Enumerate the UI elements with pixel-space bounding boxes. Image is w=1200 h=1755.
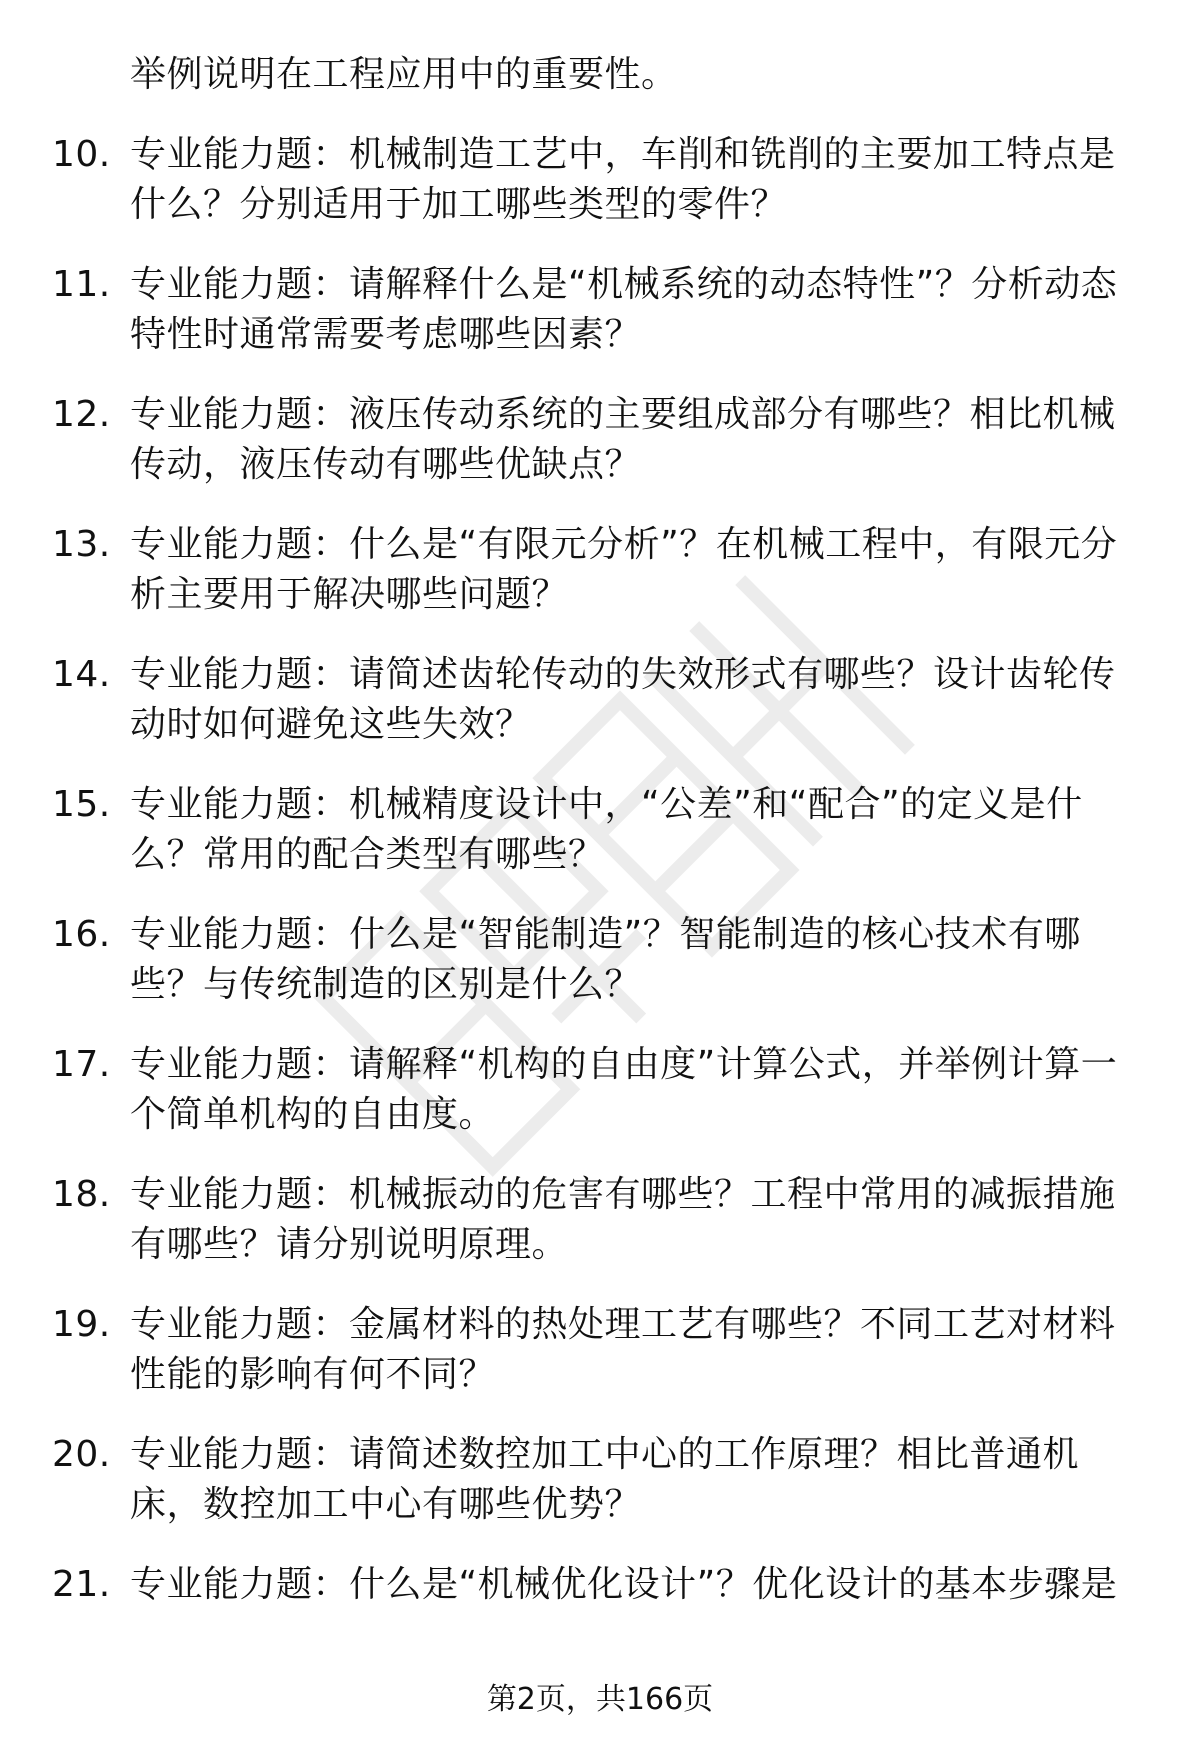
question-text: 专业能力题：什么是“有限元分析”？在机械工程中，有限元分析主要用于解决哪些问题？ (130, 524, 1118, 615)
question-item (0, 1040, 1140, 1140)
page-footer: 第2页，共166页 (486, 1682, 714, 1717)
question-text: 专业能力题：请解释“机构的自由度”计算公式，并举例计算一个简单机构的自由度。 (130, 1044, 1118, 1135)
question-text: 专业能力题：机械制造工艺中，车削和铣削的主要加工特点是什么？分别适用于加工哪些类型的零件？ (130, 134, 1116, 225)
question-item (0, 910, 1140, 1010)
question-number: 13. (52, 524, 111, 565)
question-item (0, 130, 1140, 230)
question-item (0, 260, 1140, 360)
question-text: 专业能力题：机械精度设计中，“公差”和“配合”的定义是什么？常用的配合类型有哪些？ (130, 784, 1083, 875)
question-number: 10. (52, 134, 111, 175)
question-number: 12. (52, 394, 111, 435)
question-text: 专业能力题：什么是“智能制造”？智能制造的核心技术有哪些？与传统制造的区别是什么？ (130, 914, 1081, 1005)
question-number: 18. (52, 1174, 111, 1215)
question-number: 16. (52, 914, 111, 955)
question-item (0, 1170, 1140, 1270)
question-text: 专业能力题：请解释什么是“机械系统的动态特性”？分析动态特性时通常需要考虑哪些因素？ (130, 264, 1118, 355)
question-text: 专业能力题：请简述齿轮传动的失效形式有哪些？设计齿轮传动时如何避免这些失效？ (130, 654, 1116, 745)
question-text: 专业能力题：机械振动的危害有哪些？工程中常用的减振措施有哪些？请分别说明原理。 (130, 1174, 1116, 1265)
question-item (0, 1560, 1140, 1610)
question-text: 专业能力题：什么是“机械优化设计”？优化设计的基本步骤是 (130, 1564, 1118, 1605)
continuation-text: 举例说明在工程应用中的重要性。 (130, 54, 678, 95)
question-item (0, 1430, 1140, 1530)
question-text: 专业能力题：请简述数控加工中心的工作原理？相比普通机床，数控加工中心有哪些优势？ (130, 1434, 1080, 1525)
question-item (0, 520, 1140, 620)
question-number: 17. (52, 1044, 111, 1085)
question-item (0, 1300, 1140, 1400)
question-item (0, 780, 1140, 880)
document-content (0, 50, 1200, 1610)
question-number: 20. (52, 1434, 111, 1475)
question-number: 11. (52, 264, 111, 305)
question-number: 14. (52, 654, 111, 695)
question-number: 15. (52, 784, 111, 825)
question-item (0, 650, 1140, 750)
question-number: 19. (52, 1304, 111, 1345)
question-item (0, 390, 1140, 490)
question-text: 专业能力题：液压传动系统的主要组成部分有哪些？相比机械传动，液压传动有哪些优缺点？ (130, 394, 1116, 485)
question-number: 21. (52, 1564, 111, 1605)
question-text: 专业能力题：金属材料的热处理工艺有哪些？不同工艺对材料性能的影响有何不同？ (130, 1304, 1116, 1395)
question-list (0, 130, 1200, 1610)
